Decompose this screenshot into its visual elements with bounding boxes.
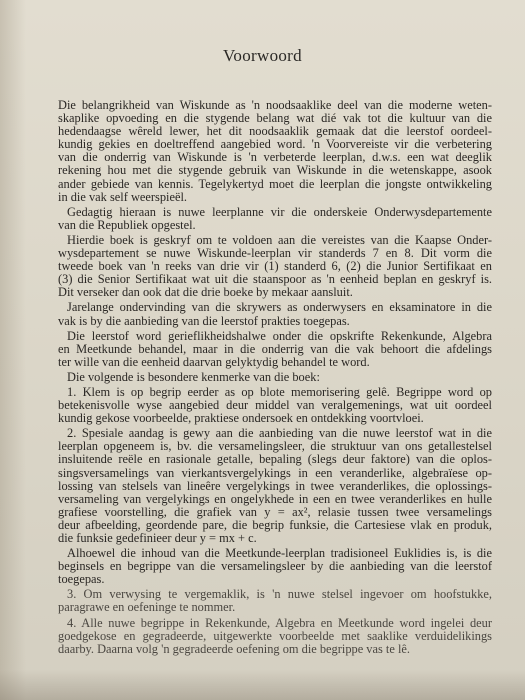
text-line: lossing van stelsels van lineêre vergelykings in twee veranderlikes, die oplossings- xyxy=(58,479,492,493)
list-item xyxy=(58,617,492,656)
text-line: paragrawe en oefeninge te nommer. xyxy=(58,601,236,615)
text-line: ander gebiede van kennis. Tegelykertyd moet die leerplan die jongste ontwikkeling xyxy=(58,177,492,191)
text-line: hedendaagse wêreld lewer, het dit noodsaaklik gemaak dat die leerstof oordeel- xyxy=(58,125,492,139)
text-line: kundig gekose voorbeelde, praktiese ondersoek en ontdekking voortvloei. xyxy=(58,412,424,426)
text-line: singsversamelings van vierkantsvergelykings in een veranderlike, algebraïese op- xyxy=(58,466,492,480)
text-line: ter wille van die eenheid daarvan gelyktydig behandel te word. xyxy=(58,355,370,369)
text-line: rekening hou met die stygende gebruik van Wiskunde in die wetenskappe, asook xyxy=(58,164,492,178)
page-gutter-shadow xyxy=(0,0,26,700)
text-line: versameling van vergelykings en ongelykhede in een en twee veranderlikes en hulle xyxy=(58,492,492,506)
foreword-body xyxy=(58,99,492,656)
text-line: Jarelange ondervinding van die skrywers as onderwysers en eksaminatore in die xyxy=(67,301,492,315)
text-line: Gedagtig hieraan is nuwe leerplanne vir die onderskeie Onderwysdepartemente xyxy=(67,205,492,219)
text-line: betekenisvolle wyse aangebied deur middel van veralgemenings, wat uit oordeel xyxy=(58,399,492,413)
text-line: 4. Alle nuwe begrippe in Rekenkunde, Algebra en Meetkunde word ingelei deur xyxy=(67,616,492,630)
text-line: van die onderrig van Wiskunde is 'n verbeterde leerplan, d.w.s. een wat deeglik xyxy=(58,151,492,165)
paragraph xyxy=(58,371,492,384)
text-line: en Meetkunde behandel, maar in die onderrig van die vak behoort die afdelings xyxy=(58,342,492,356)
text-line: Die belangrikheid van Wiskunde as 'n noodsaaklike deel van die moderne weten- xyxy=(58,99,492,112)
page-bottom-shadow xyxy=(0,670,525,700)
text-line: insluitende reële en rasionale getalle, bepaling (slegs deur faktore) van die oplos- xyxy=(58,453,492,467)
text-line: tweede boek van 'n reeks van drie vir (1) standerd 6, (2) die Junior Sertifikaat en xyxy=(58,260,492,274)
text-line: kundig gekies en doeltreffend aangebied word. 'n Voorvereiste vir die verbetering xyxy=(58,138,492,152)
text-line: 3. Om verwysing te vergemaklik, is 'n nuwe stelsel ingevoer om hoofstukke, xyxy=(67,588,492,602)
text-line: wysdepartement se nuwe Wiskunde-leerplan vir standerds 7 en 8. Dit vorm die xyxy=(58,247,492,261)
text-line: 1. Klem is op begrip eerder as op blote memorisering gelê. Begrippe word op xyxy=(67,385,492,399)
text-line: Die leerstof word gerieflikheidshalwe onder die opskrifte Rekenkunde, Algebra xyxy=(67,329,492,343)
paragraph xyxy=(58,547,492,586)
text-line: Dit verseker dan ook dat die drie boeke by mekaar aansluit. xyxy=(58,286,353,300)
text-line: 2. Spesiale aandag is gewy aan die aanbieding van die nuwe leerstof wat in die xyxy=(67,427,492,441)
text-line: in die vak self weerspieël. xyxy=(58,190,188,204)
paragraph xyxy=(58,330,492,369)
text-line: vak is by die aanbieding van die leerstof prakties toegepas. xyxy=(58,314,350,328)
list-item xyxy=(58,588,492,614)
text-line: (3) die Senior Sertifikaat wat uit die staanspoor as 'n eenheid beplan en geskryf is. xyxy=(58,273,492,287)
text-line: daarby. Daarna volg 'n gegradeerde oefening om die begrippe vas te lê. xyxy=(58,642,411,656)
text-line: Alhoewel die inhoud van die Meetkunde-leerplan tradisioneel Euklidies is, is die xyxy=(67,547,492,561)
text-line: skaplike opvoeding en die stygende belang wat dié vak tot die kultuur van die xyxy=(58,112,492,126)
text-line: Hierdie boek is geskryf om te voldoen aan die vereistes van die Kaapse Onder- xyxy=(67,233,492,247)
paragraph xyxy=(58,99,492,204)
list-item xyxy=(58,386,492,425)
text-line: Die volgende is besondere kenmerke van die boek: xyxy=(67,370,320,384)
paragraph xyxy=(58,206,492,232)
text-line: goedgekose en gegradeerde, uitgewerkte voorbeelde met saaklike verduidelikings xyxy=(58,629,492,643)
text-line: deur afbeelding, geordende pare, die begrip funksie, die Cartesiese vlak en produk, xyxy=(58,518,492,532)
paragraph xyxy=(58,234,492,299)
text-line: van die Republiek opgestel. xyxy=(58,218,196,232)
text-line: beginsels en begrippe van die versamelingsleer by die aanbieding van die leerstof xyxy=(58,560,492,574)
list-item xyxy=(58,427,492,545)
page-title: Voorwoord xyxy=(223,46,302,65)
paragraph xyxy=(58,301,492,327)
text-line: grafiese voorstelling, die grafiek van y = ax², relasie tussen twee versamelings xyxy=(58,505,492,519)
text-line: toegepas. xyxy=(58,573,105,587)
text-line: die funksie gedefinieer deur y = mx + c. xyxy=(58,532,257,545)
text-line: leerplan opgeneem is, bv. die versamelingsleer, die struktuur van ons getallestelsel xyxy=(58,440,492,454)
